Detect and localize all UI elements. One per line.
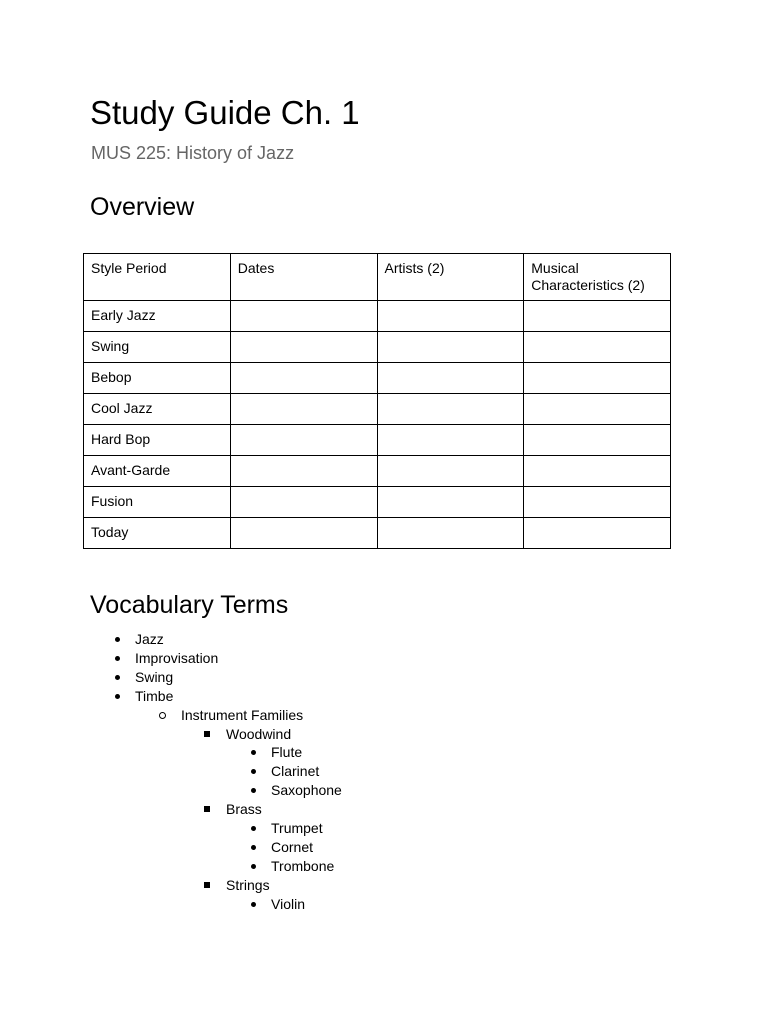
bullet-square-icon — [204, 731, 210, 737]
list-item — [0, 876, 342, 895]
table-row — [84, 394, 671, 425]
document-subtitle: MUS 225: History of Jazz — [91, 143, 295, 163]
dates-cell[interactable] — [230, 301, 377, 332]
bullet-dot-icon — [251, 845, 256, 850]
list-item — [0, 895, 342, 914]
list-item — [0, 743, 342, 762]
list-item-label: Instrument Families — [181, 706, 304, 723]
list-item-label: Cornet — [271, 838, 314, 855]
header-style-period: Style Period — [84, 254, 231, 301]
list-item-label: Improvisation — [135, 649, 219, 666]
artists-cell[interactable] — [377, 332, 524, 363]
header-dates: Dates — [230, 254, 377, 301]
dates-cell[interactable] — [230, 394, 377, 425]
list-item — [0, 668, 342, 687]
list-item-label: Swing — [135, 668, 174, 685]
bullet-dot-icon — [115, 656, 120, 661]
style-period-cell: Today — [84, 518, 231, 549]
table-row — [84, 456, 671, 487]
list-item-label: Flute — [271, 744, 303, 761]
overview-table — [83, 253, 671, 549]
header-musical-characteristics: Musical Characteristics (2) — [524, 254, 671, 301]
list-item-label: Brass — [226, 801, 262, 818]
bullet-dot-icon — [115, 675, 120, 680]
table-row — [84, 363, 671, 394]
bullet-dot-icon — [251, 902, 256, 907]
list-item — [0, 706, 342, 725]
style-period-cell: Avant-Garde — [84, 456, 231, 487]
characteristics-cell[interactable] — [524, 301, 671, 332]
artists-cell[interactable] — [377, 301, 524, 332]
list-item-label: Timbe — [135, 687, 174, 704]
dates-cell[interactable] — [230, 363, 377, 394]
style-period-cell: Hard Bop — [84, 425, 231, 456]
bullet-square-icon — [204, 882, 210, 888]
list-item — [0, 781, 342, 800]
artists-cell[interactable] — [377, 363, 524, 394]
style-period-cell: Fusion — [84, 487, 231, 518]
list-item — [0, 649, 342, 668]
list-item — [0, 800, 342, 819]
characteristics-cell[interactable] — [524, 394, 671, 425]
list-item-label: Saxophone — [271, 782, 342, 799]
overview-heading: Overview — [90, 193, 195, 221]
style-period-cell: Early Jazz — [84, 301, 231, 332]
characteristics-cell[interactable] — [524, 363, 671, 394]
list-item — [0, 630, 342, 649]
bullet-dot-icon — [251, 788, 256, 793]
list-item — [0, 838, 342, 857]
bullet-dot-icon — [251, 750, 256, 755]
vocabulary-heading: Vocabulary Terms — [90, 591, 289, 619]
table-row — [84, 332, 671, 363]
list-item — [0, 857, 342, 876]
dates-cell[interactable] — [230, 518, 377, 549]
bullet-circle-icon — [159, 712, 166, 719]
bullet-dot-icon — [251, 864, 256, 869]
characteristics-cell[interactable] — [524, 456, 671, 487]
list-item-label: Trumpet — [271, 820, 323, 837]
characteristics-cell[interactable] — [524, 332, 671, 363]
characteristics-cell[interactable] — [524, 487, 671, 518]
list-item-label: Woodwind — [226, 725, 292, 742]
table-row — [84, 301, 671, 332]
list-item-label: Trombone — [271, 857, 335, 874]
list-item — [0, 819, 342, 838]
bullet-dot-icon — [251, 826, 256, 831]
bullet-dot-icon — [115, 694, 120, 699]
table-row — [84, 518, 671, 549]
characteristics-cell[interactable] — [524, 518, 671, 549]
style-period-cell: Cool Jazz — [84, 394, 231, 425]
bullet-dot-icon — [251, 769, 256, 774]
characteristics-cell[interactable] — [524, 425, 671, 456]
table-row — [84, 487, 671, 518]
document-title: Study Guide Ch. 1 — [90, 94, 360, 131]
list-item-label: Violin — [271, 895, 305, 912]
list-item — [0, 762, 342, 781]
dates-cell[interactable] — [230, 456, 377, 487]
dates-cell[interactable] — [230, 487, 377, 518]
list-item — [0, 725, 342, 744]
list-item-label: Jazz — [135, 631, 164, 647]
bullet-dot-icon — [115, 637, 120, 642]
table-header-row — [84, 254, 671, 301]
style-period-cell: Bebop — [84, 363, 231, 394]
dates-cell[interactable] — [230, 425, 377, 456]
list-item — [0, 687, 342, 706]
list-item-label: Strings — [226, 876, 270, 893]
list-item-label: Clarinet — [271, 763, 320, 780]
artists-cell[interactable] — [377, 394, 524, 425]
artists-cell[interactable] — [377, 456, 524, 487]
vocabulary-list — [0, 630, 342, 914]
bullet-square-icon — [204, 806, 210, 812]
artists-cell[interactable] — [377, 487, 524, 518]
artists-cell[interactable] — [377, 425, 524, 456]
table-row — [84, 425, 671, 456]
header-artists: Artists (2) — [377, 254, 524, 301]
dates-cell[interactable] — [230, 332, 377, 363]
artists-cell[interactable] — [377, 518, 524, 549]
style-period-cell: Swing — [84, 332, 231, 363]
